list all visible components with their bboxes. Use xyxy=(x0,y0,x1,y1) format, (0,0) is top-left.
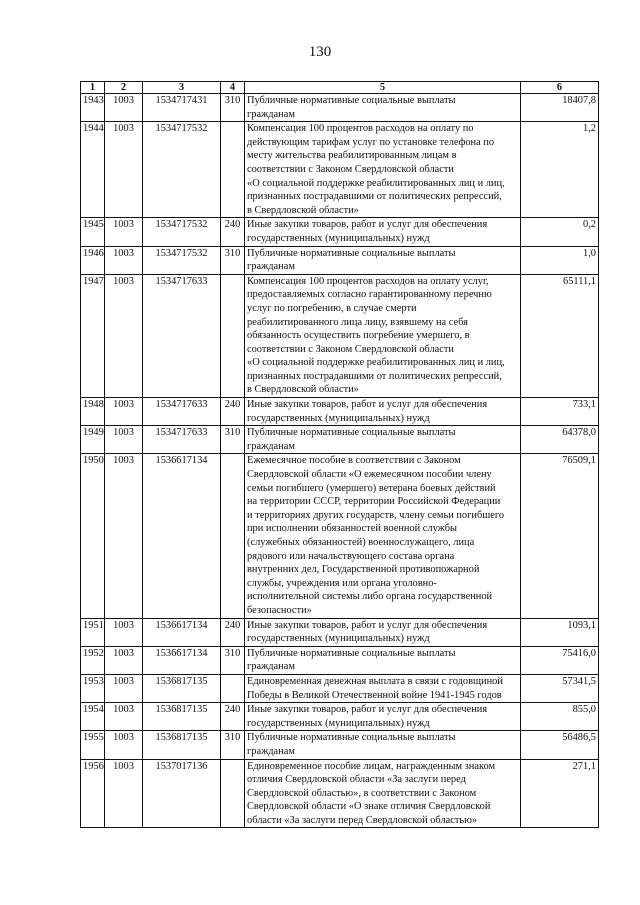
table-row xyxy=(81,94,599,122)
row-number: 1947 xyxy=(81,274,105,397)
row-description: Иные закупки товаров, работ и услуг для обеспечения государственных (муниципальных) нужд xyxy=(245,703,521,731)
expense-type-code: 310 xyxy=(221,426,245,454)
expense-type-code: 310 xyxy=(221,94,245,122)
header-row xyxy=(81,82,599,94)
section-code: 1003 xyxy=(105,759,143,828)
expense-type-code: 240 xyxy=(221,703,245,731)
row-amount: 1,2 xyxy=(521,122,599,218)
column-header-3: 3 xyxy=(143,82,221,94)
row-description: Публичные нормативные социальные выплаты гражданам xyxy=(245,94,521,122)
target-article-code: 1536617134 xyxy=(143,646,221,674)
table-row xyxy=(81,731,599,759)
target-article-code: 1534717633 xyxy=(143,274,221,397)
target-article-code: 1534717532 xyxy=(143,246,221,274)
section-code: 1003 xyxy=(105,246,143,274)
target-article-code: 1537017136 xyxy=(143,759,221,828)
expense-type-code xyxy=(221,454,245,618)
section-code: 1003 xyxy=(105,94,143,122)
table-row xyxy=(81,426,599,454)
expense-type-code: 310 xyxy=(221,646,245,674)
target-article-code: 1534717532 xyxy=(143,122,221,218)
table-row xyxy=(81,674,599,702)
target-article-code: 1536817135 xyxy=(143,731,221,759)
row-number: 1946 xyxy=(81,246,105,274)
expense-type-code: 240 xyxy=(221,618,245,646)
expense-type-code xyxy=(221,122,245,218)
table-row xyxy=(81,759,599,828)
expense-type-code xyxy=(221,759,245,828)
row-amount: 0,2 xyxy=(521,218,599,246)
row-amount: 18407,8 xyxy=(521,94,599,122)
section-code: 1003 xyxy=(105,426,143,454)
expense-type-code: 240 xyxy=(221,218,245,246)
table-row xyxy=(81,454,599,618)
row-amount: 57341,5 xyxy=(521,674,599,702)
target-article-code: 1536617134 xyxy=(143,454,221,618)
row-number: 1945 xyxy=(81,218,105,246)
row-description: Иные закупки товаров, работ и услуг для обеспечения государственных (муниципальных) нужд xyxy=(245,218,521,246)
page-number: 130 xyxy=(308,44,332,60)
row-number: 1949 xyxy=(81,426,105,454)
table-row xyxy=(81,618,599,646)
section-code: 1003 xyxy=(105,274,143,397)
target-article-code: 1534717633 xyxy=(143,398,221,426)
row-description: Иные закупки товаров, работ и услуг для обеспечения государственных (муниципальных) нужд xyxy=(245,398,521,426)
row-number: 1952 xyxy=(81,646,105,674)
row-amount: 56486,5 xyxy=(521,731,599,759)
target-article-code: 1534717633 xyxy=(143,426,221,454)
table-row xyxy=(81,703,599,731)
table-row xyxy=(81,122,599,218)
expense-type-code: 240 xyxy=(221,398,245,426)
target-article-code: 1534717532 xyxy=(143,218,221,246)
expense-type-code: 310 xyxy=(221,731,245,759)
column-header-6: 6 xyxy=(521,82,599,94)
row-number: 1954 xyxy=(81,703,105,731)
column-header-4: 4 xyxy=(221,82,245,94)
row-description: Единовременное пособие лицам, награжденным знаком отличия Свердловской области «За заслуги перед Свердловской областью», в соответствии с Законом Свердловской области «О знаке отличия Свердловской области «За заслуги перед Свердловской областью» xyxy=(245,759,521,828)
row-number: 1948 xyxy=(81,398,105,426)
target-article-code: 1536817135 xyxy=(143,674,221,702)
row-amount: 75416,0 xyxy=(521,646,599,674)
row-description: Публичные нормативные социальные выплаты гражданам xyxy=(245,731,521,759)
row-description: Ежемесячное пособие в соответствии с Законом Свердловской области «О ежемесячном пособии члену семьи погибшего (умершего) ветерана боевых действий на территории СССР, территории Российской Федерации и территориях других государств, члену семьи погибшего при исполнении обязанностей военной службы (служебных обязанностей) военнослужащего, лица рядового или начальствующего состава органа внутренних дел, Государственной противопожарной службы, учреждения или органа уголовно- исполнительной системы либо органа государственной безопасности» xyxy=(245,454,521,618)
row-amount: 855,0 xyxy=(521,703,599,731)
row-number: 1943 xyxy=(81,94,105,122)
row-description: Публичные нормативные социальные выплаты гражданам xyxy=(245,246,521,274)
row-number: 1955 xyxy=(81,731,105,759)
table-row xyxy=(81,274,599,397)
row-number: 1944 xyxy=(81,122,105,218)
section-code: 1003 xyxy=(105,122,143,218)
target-article-code: 1534717431 xyxy=(143,94,221,122)
table-row xyxy=(81,398,599,426)
row-amount: 733,1 xyxy=(521,398,599,426)
row-description: Единовременная денежная выплата в связи с годовщиной Победы в Великой Отечественной войне 1941-1945 годов xyxy=(245,674,521,702)
row-amount: 271,1 xyxy=(521,759,599,828)
table-row xyxy=(81,218,599,246)
table-row xyxy=(81,246,599,274)
expense-type-code: 310 xyxy=(221,246,245,274)
section-code: 1003 xyxy=(105,218,143,246)
column-header-2: 2 xyxy=(105,82,143,94)
section-code: 1003 xyxy=(105,731,143,759)
column-header-1: 1 xyxy=(81,82,105,94)
section-code: 1003 xyxy=(105,674,143,702)
row-number: 1956 xyxy=(81,759,105,828)
expense-type-code xyxy=(221,674,245,702)
row-number: 1950 xyxy=(81,454,105,618)
row-amount: 65111,1 xyxy=(521,274,599,397)
target-article-code: 1536817135 xyxy=(143,703,221,731)
table-row xyxy=(81,646,599,674)
row-description: Публичные нормативные социальные выплаты гражданам xyxy=(245,646,521,674)
row-description: Компенсация 100 процентов расходов на оплату услуг, предоставляемых согласно гарантированному перечню услуг по погребению, в случае смерти реабилитированного лица лицу, взявшему на себя обязанность осуществить погребение умершего, в соответствии с Законом Свердловской области «О социальной поддержке реабилитированных лиц и лиц, признанных пострадавшими от политических репрессий, в Свердловской области» xyxy=(245,274,521,397)
row-number: 1951 xyxy=(81,618,105,646)
section-code: 1003 xyxy=(105,646,143,674)
target-article-code: 1536617134 xyxy=(143,618,221,646)
column-header-5: 5 xyxy=(245,82,521,94)
row-description: Компенсация 100 процентов расходов на оплату по действующим тарифам услуг по установке телефона по месту жительства реабилитированным лицам в соответствии с Законом Свердловской области «О социальной поддержке реабилитированных лиц и лиц, признанных пострадавшими от политических репрессий, в Свердловской области» xyxy=(245,122,521,218)
row-amount: 1093,1 xyxy=(521,618,599,646)
row-description: Публичные нормативные социальные выплаты гражданам xyxy=(245,426,521,454)
row-amount: 64378,0 xyxy=(521,426,599,454)
row-number: 1953 xyxy=(81,674,105,702)
section-code: 1003 xyxy=(105,618,143,646)
budget-table xyxy=(80,81,599,828)
section-code: 1003 xyxy=(105,703,143,731)
row-amount: 76509,1 xyxy=(521,454,599,618)
section-code: 1003 xyxy=(105,398,143,426)
row-description: Иные закупки товаров, работ и услуг для обеспечения государственных (муниципальных) нужд xyxy=(245,618,521,646)
section-code: 1003 xyxy=(105,454,143,618)
expense-type-code xyxy=(221,274,245,397)
row-amount: 1,0 xyxy=(521,246,599,274)
